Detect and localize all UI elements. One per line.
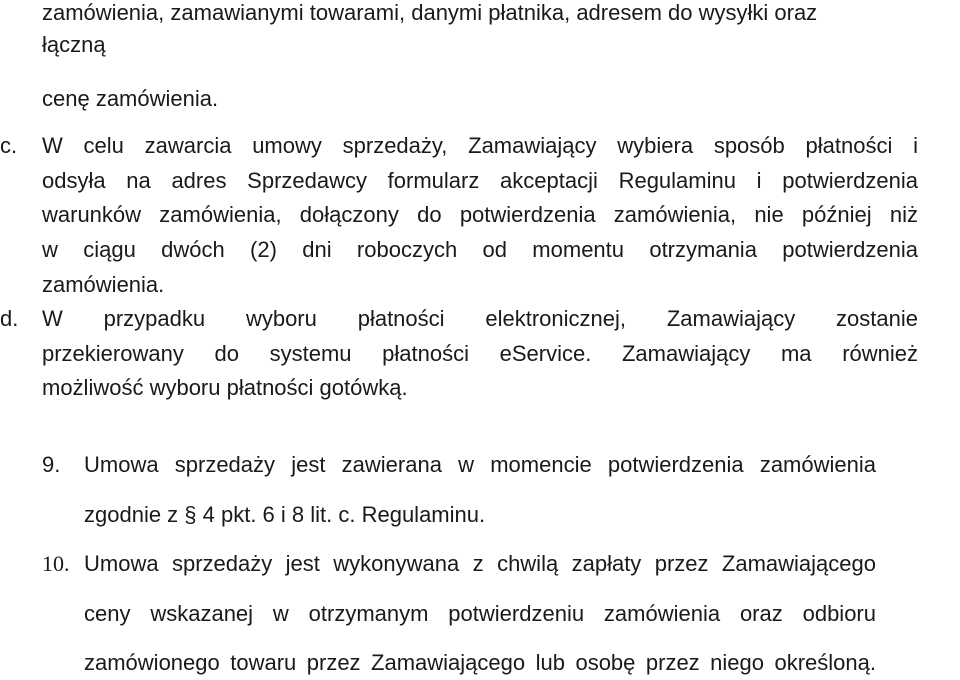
paragraph-line: łączną <box>42 32 106 57</box>
paragraph-line: możliwość wyboru płatności gotówką. <box>42 375 408 400</box>
paragraph-line: przekierowany do systemu płatności eService. Zamawiający ma również <box>42 341 918 366</box>
paragraph-line: zamówienia, zamawianymi towarami, danymi płatnika, adresem do wysyłki oraz <box>42 0 818 25</box>
paragraph-line: odsyła na adres Sprzedawcy formularz akceptacji Regulaminu i potwierdzenia <box>42 168 918 193</box>
paragraph-line: ceny wskazanej w otrzymanym potwierdzeniu zamówienia oraz odbioru <box>84 601 876 626</box>
list-marker-d: d. <box>0 306 19 331</box>
paragraph-line: zamówienia. <box>42 272 165 297</box>
paragraph-line: Umowa sprzedaży jest zawierana w momencie potwierdzenia zamówienia <box>84 452 876 477</box>
paragraph-line: w ciągu dwóch (2) dni roboczych od momentu otrzymania potwierdzenia <box>42 237 918 262</box>
paragraph-line: zgodnie z § 4 pkt. 6 i 8 lit. c. Regulaminu. <box>84 502 486 527</box>
list-marker-9: 9. <box>42 452 61 477</box>
paragraph-line: zamówionego towaru przez Zamawiającego lub osobę przez niego określoną. <box>84 650 876 675</box>
paragraph-line: W przypadku wyboru płatności elektronicznej, Zamawiający zostanie <box>42 306 918 331</box>
paragraph-line: warunków zamówienia, dołączony do potwierdzenia zamówienia, nie później niż <box>42 202 918 227</box>
list-marker-c: c. <box>0 133 18 158</box>
paragraph-line: cenę zamówienia. <box>42 86 219 111</box>
list-marker-10: 10. <box>42 551 70 576</box>
paragraph-line: W celu zawarcia umowy sprzedaży, Zamawiający wybiera sposób płatności i <box>42 133 918 158</box>
paragraph-line: Umowa sprzedaży jest wykonywana z chwilą zapłaty przez Zamawiającego <box>84 551 876 576</box>
